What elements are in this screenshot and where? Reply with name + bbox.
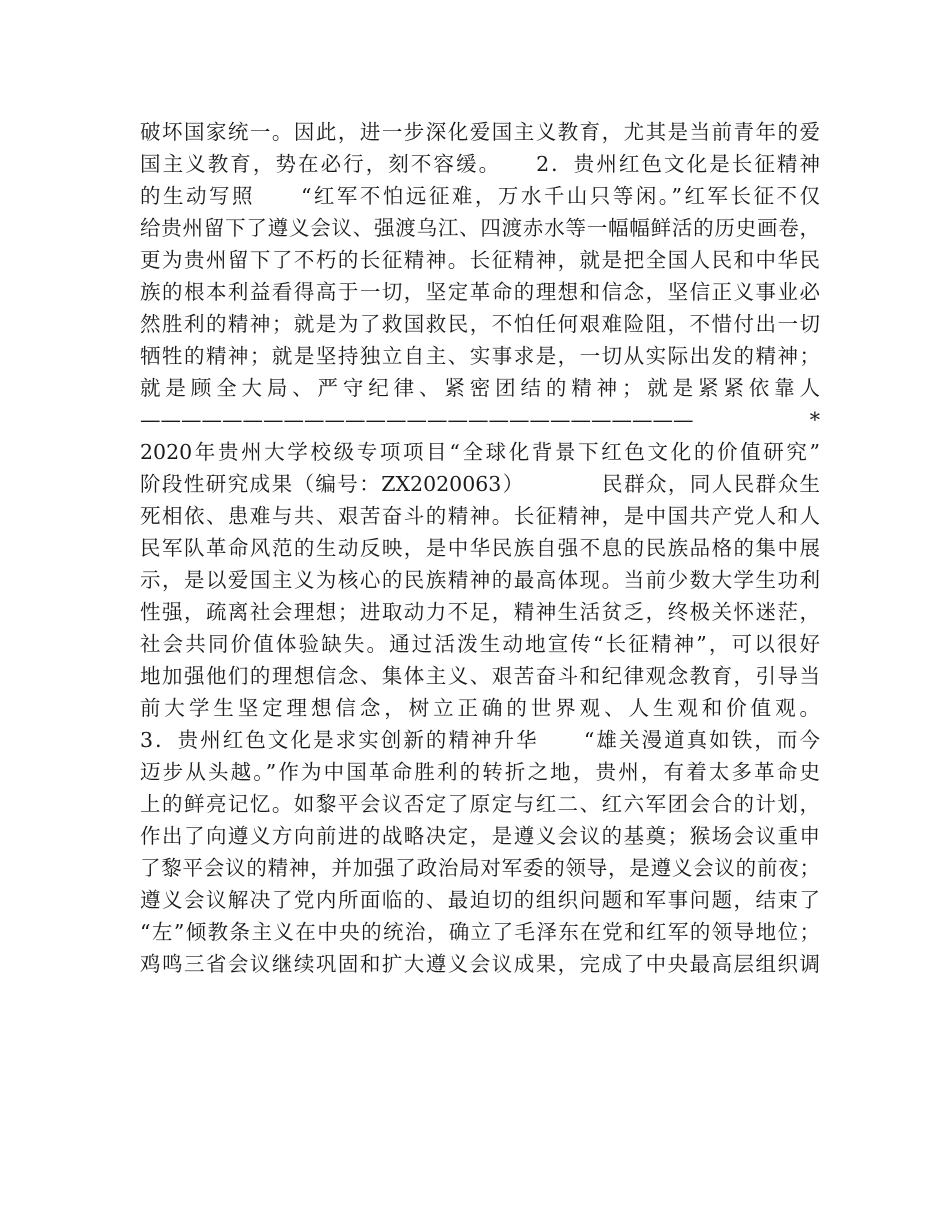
text-line: 地加强他们的理想信念、集体主义、艰苦奋斗和纪律观念教育，引导当 [140,664,820,688]
text-line: 示，是以爱国主义为核心的民族精神的最高体现。当前少数大学生功利 [140,568,820,592]
footnote-separator: ——————————————————————————— * [140,408,820,432]
text-line: 更为贵州留下了不朽的长征精神。长征精神，就是把全国人民和中华民 [140,248,820,272]
text-line: 前大学生坚定理想信念，树立正确的世界观、人生观和价值观。 [140,696,820,720]
text-line: “左”倾教条主义在中央的统治，确立了毛泽东在党和红军的领导地位； [140,920,820,944]
text-line: 然胜利的精神；就是为了救国救民，不怕任何艰难险阻，不惜付出一切 [140,312,820,336]
footnote-text: 阶段性研究成果（编号：ZX2020063） 民群众，同人民群众生 [140,472,820,496]
text-line: 死相依、患难与共、艰苦奋斗的精神。长征精神，是中国共产党人和人 [140,504,820,528]
body-text [140,116,820,980]
text-line: 的生动写照 “红军不怕远征难，万水千山只等闲。”红军长征不仅 [140,184,820,208]
section-heading-line: 3．贵州红色文化是求实创新的精神升华 “雄关漫道真如铁，而今 [140,728,820,752]
text-line: 作出了向遵义方向前进的战略决定，是遵义会议的基奠；猴场会议重申 [140,824,820,848]
text-line: 国主义教育，势在必行，刻不容缓。 2．贵州红色文化是长征精神 [140,152,820,176]
footnote-text: 2020年贵州大学校级专项项目“全球化背景下红色文化的价值研究” [140,440,820,464]
text-line: 民军队革命风范的生动反映，是中华民族自强不息的民族品格的集中展 [140,536,820,560]
text-line: 牺牲的精神；就是坚持独立自主、实事求是，一切从实际出发的精神； [140,344,820,368]
text-line: 社会共同价值体验缺失。通过活泼生动地宣传“长征精神”，可以很好 [140,632,820,656]
text-line: 族的根本利益看得高于一切，坚定革命的理想和信念，坚信正义事业必 [140,280,820,304]
text-line: 了黎平会议的精神，并加强了政治局对军委的领导，是遵义会议的前夜； [140,856,820,880]
text-line: 破坏国家统一。因此，进一步深化爱国主义教育，尤其是当前青年的爱 [140,120,820,144]
text-line: 上的鲜亮记忆。如黎平会议否定了原定与红二、红六军团会合的计划， [140,792,820,816]
text-line: 迈步从头越。”作为中国革命胜利的转折之地，贵州，有着太多革命史 [140,760,820,784]
text-line: 遵义会议解决了党内所面临的、最迫切的组织问题和军事问题，结束了 [140,888,820,912]
text-line: 性强，疏离社会理想；进取动力不足，精神生活贫乏，终极关怀迷茫， [140,600,820,624]
text-line: 给贵州留下了遵义会议、强渡乌江、四渡赤水等一幅幅鲜活的历史画卷， [140,216,820,240]
text-line: 鸡鸣三省会议继续巩固和扩大遵义会议成果，完成了中央最高层组织调 [140,952,820,976]
text-line: 就是顾全大局、严守纪律、紧密团结的精神；就是紧紧依靠人 [140,376,820,400]
